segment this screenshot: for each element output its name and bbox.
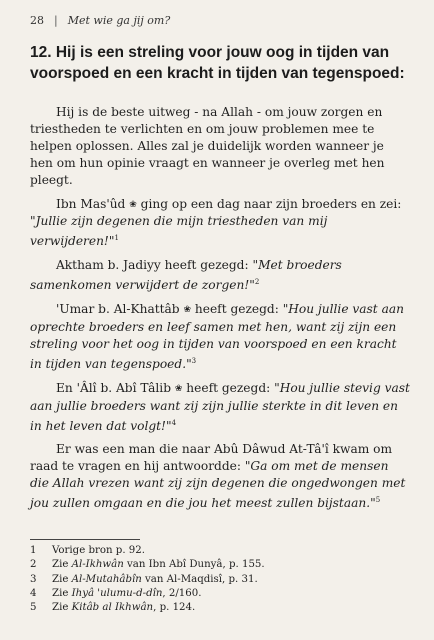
paragraph-6	[30, 441, 410, 512]
footnote-number: 1	[30, 545, 37, 556]
paragraph-3	[30, 257, 410, 294]
footnote-item	[30, 601, 410, 615]
paragraph-4-lead: 'Umar b. Al-Khattâb	[56, 302, 180, 317]
footnotes	[30, 544, 410, 615]
footnote-post: , p. 124.	[153, 602, 196, 614]
footnote-ref-3: 3	[191, 356, 197, 365]
footnote-divider	[30, 539, 140, 540]
honorific-icon: ❀	[174, 383, 183, 394]
honorific-icon: ❀	[183, 305, 192, 316]
footnote-pre: Zie	[52, 587, 72, 599]
paragraph-3-quote: "Met broeders samenkomen verwijdert de zorgen!"	[30, 258, 342, 293]
footnote-title: Al-Mutahâbîn	[71, 573, 142, 585]
footnote-pre: Zie	[52, 602, 72, 614]
paragraph-4	[30, 301, 410, 373]
footnote-item	[30, 573, 410, 587]
paragraph-4-mid: heeft gezegd:	[191, 302, 283, 317]
footnote-text	[52, 558, 265, 572]
footnote-ref-5: 5	[375, 496, 381, 505]
footnote-item	[30, 587, 410, 601]
paragraph-2-quote: "Jullie zijn degenen die mijn triestheden van mij verwijderen!"	[30, 214, 328, 249]
footnote-pre: Zie	[52, 559, 72, 571]
footnote-item	[30, 558, 410, 572]
paragraph-6-lead: Er was een man die naar Abû Dâwud At-Tâ'î kwam om raad te vragen en hij antwoordde:	[30, 442, 393, 474]
footnote-ref-2: 2	[254, 278, 260, 287]
footnote-pre: Zie	[52, 573, 72, 585]
paragraph-5	[30, 380, 410, 435]
footnote-number: 5	[30, 602, 37, 614]
paragraph-6-quote: "Ga om met de mensen die Allah vrezen want zij zijn degenen die ongedwongen met jou zullen omgaan en die jou het meest zullen bijstaan."	[30, 459, 406, 511]
running-title: Met wie ga jij om?	[67, 14, 171, 27]
paragraph-5-quote: "Hou jullie stevig vast aan jullie broeders want zij zijn jullie sterkte in dit leven en in het leven dat volgt!"	[30, 380, 410, 433]
footnote-number: 2	[30, 559, 37, 571]
paragraph-5-lead: En 'Âlî b. Abî Tâlib	[56, 380, 172, 395]
paragraph-2-lead: Ibn Mas'ûd	[56, 196, 126, 211]
footnote-title: Ihyâ 'ulumu-d-dîn	[71, 587, 163, 599]
footnote-number: 4	[30, 587, 37, 599]
section-heading: 12. Hij is een streling voor jouw oog in tijden van voorspoed en een kracht in tijden van tegenspoed:	[30, 44, 405, 82]
paragraph-2-mid: ging op een dag naar zijn broeders en zei:	[136, 196, 402, 211]
footnote-number: 3	[30, 573, 37, 585]
footnote-text	[52, 544, 145, 558]
running-header	[30, 14, 406, 27]
footnote-text	[52, 573, 258, 587]
header-separator: |	[54, 14, 58, 27]
footnote-ref-1: 1	[114, 234, 119, 243]
body-text	[30, 104, 410, 519]
paragraph-3-lead: Aktham b. Jadiyy heeft gezegd:	[56, 258, 253, 273]
footnote-item	[30, 544, 410, 558]
footnote-title: Kitâb al Ikhwân	[71, 602, 154, 614]
footnote-title: Al-Ikhwân	[71, 559, 124, 571]
footnote-post: , 2/160.	[162, 587, 202, 599]
paragraph-1: Hij is de beste uitweg - na Allah - om jouw zorgen en triestheden te verlichten en om jouw problemen mee te helpen oplossen. Alles zal je duidelijk worden wanneer je hen om hun opinie vraagt en wanneer je overleg met hen pleegt.	[30, 105, 385, 187]
footnote-pre: Vorige bron p. 92.	[52, 545, 145, 556]
paragraph-4-quote: "Hou jullie vast aan oprechte broeders en leef samen met hen, want zij zijn een streling voor het oog in tijden van voorspoed en een kracht in tijden van tegenspoed."	[30, 302, 404, 371]
honorific-icon: ❀	[129, 199, 137, 210]
page-number: 28	[30, 14, 44, 27]
paragraph-5-mid: heeft gezegd:	[182, 380, 275, 395]
footnote-post: van Al-Maqdisî, p. 31.	[141, 573, 258, 585]
footnote-text	[52, 587, 202, 601]
footnote-ref-4: 4	[171, 418, 177, 427]
paragraph-2	[30, 196, 410, 251]
footnote-post: van Ibn Abî Dunyâ, p. 155.	[123, 559, 265, 571]
footnote-text	[52, 601, 195, 615]
